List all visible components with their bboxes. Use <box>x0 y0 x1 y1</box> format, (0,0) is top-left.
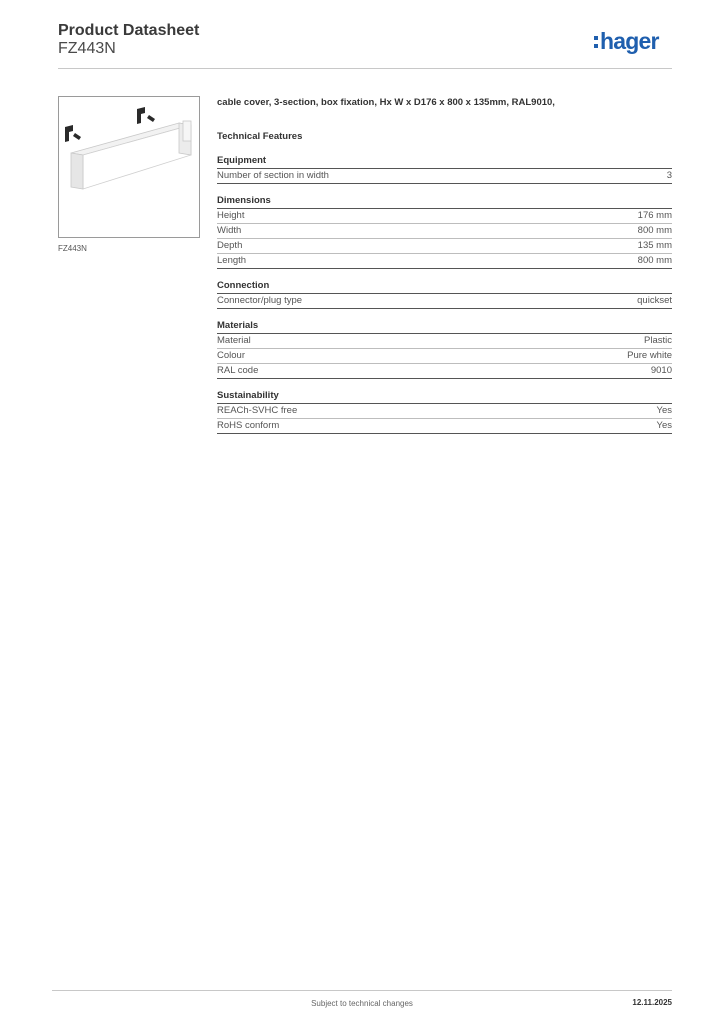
spec-value: Yes <box>656 405 672 416</box>
spec-value: 800 mm <box>637 255 672 266</box>
document-header <box>58 22 199 58</box>
footer-date: 12.11.2025 <box>632 998 672 1007</box>
spec-value: Plastic <box>644 335 672 346</box>
hager-logo <box>594 28 676 56</box>
section-title: Sustainability <box>217 389 672 404</box>
image-caption: FZ443N <box>58 244 87 253</box>
spec-value: 800 mm <box>637 225 672 236</box>
spec-row <box>217 239 672 254</box>
logo-text: hager <box>600 28 659 54</box>
technical-features-heading: Technical Features <box>217 131 303 142</box>
section-dimensions <box>217 194 672 269</box>
footer-divider <box>52 990 672 991</box>
section-connection <box>217 279 672 309</box>
section-title: Materials <box>217 319 672 334</box>
footer-note: Subject to technical changes <box>311 999 413 1008</box>
header-divider <box>58 68 672 69</box>
section-title: Equipment <box>217 154 672 169</box>
feature-sections <box>217 154 672 434</box>
product-description: cable cover, 3-section, box fixation, Hx W x D176 x 800 x 135mm, RAL9010, <box>217 97 555 108</box>
spec-row <box>217 254 672 269</box>
spec-value: 135 mm <box>637 240 672 251</box>
spec-row <box>217 169 672 184</box>
spec-label: Material <box>217 335 251 346</box>
document-title: Product Datasheet <box>58 22 200 39</box>
spec-label: REACh-SVHC free <box>217 405 298 416</box>
product-image <box>58 96 200 238</box>
spec-label: RoHS conform <box>217 420 280 431</box>
spec-label: Width <box>217 225 242 236</box>
spec-label: Length <box>217 255 247 266</box>
spec-value: Pure white <box>627 350 672 361</box>
spec-label: Height <box>217 210 245 221</box>
spec-label: Depth <box>217 240 243 251</box>
spec-value: 3 <box>666 170 672 181</box>
spec-label: Number of section in width <box>217 170 329 181</box>
spec-label: Connector/plug type <box>217 295 303 306</box>
spec-row <box>217 364 672 379</box>
technical-content <box>217 96 672 434</box>
section-sustainability <box>217 389 672 434</box>
spec-row <box>217 294 672 309</box>
section-title: Dimensions <box>217 194 672 209</box>
spec-label: RAL code <box>217 365 259 376</box>
spec-row <box>217 224 672 239</box>
spec-value: 176 mm <box>637 210 672 221</box>
section-materials <box>217 319 672 379</box>
section-equipment <box>217 154 672 184</box>
product-code: FZ443N <box>58 40 116 57</box>
spec-row <box>217 404 672 419</box>
cable-cover-product-image <box>59 97 199 237</box>
spec-row <box>217 209 672 224</box>
spec-value: quickset <box>637 295 672 306</box>
spec-row <box>217 419 672 434</box>
spec-row <box>217 334 672 349</box>
spec-value: Yes <box>656 420 672 431</box>
spec-label: Colour <box>217 350 245 361</box>
spec-row <box>217 349 672 364</box>
spec-value: 9010 <box>650 365 672 376</box>
section-title: Connection <box>217 279 672 294</box>
